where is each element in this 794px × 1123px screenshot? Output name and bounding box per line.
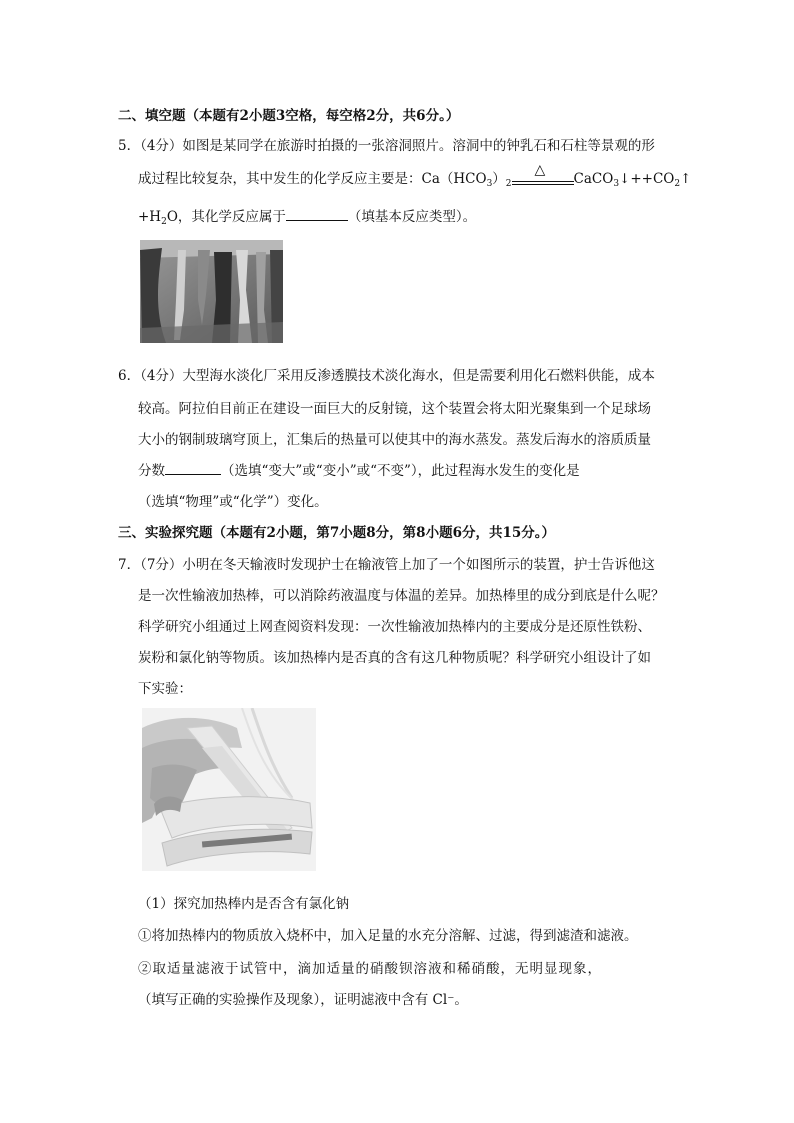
gas-arrow: ↑ (680, 171, 692, 187)
q6-line-4-suffix: （选填“变大”或“变小”或“不变”），此过程海水发生的变化是 (221, 463, 580, 479)
q5-sub: 3 (613, 179, 620, 189)
q7-step-2-continued: （填写正确的实验操作及现象），证明滤液中含有 Cl⁻。 (138, 992, 468, 1008)
q5-water-text: +H (138, 209, 162, 225)
q6-line-5: （选填“物理”或“化学”）变化。 (138, 494, 328, 510)
q6-line-1: 6．（4分）大型海水淡化厂采用反渗透膜技术淡化海水，但是需要利用化石燃料供能，成本 (118, 368, 655, 384)
q7-line-3: 科学研究小组通过上网查阅资料发现：一次性输液加热棒内的主要成分是还原性铁粉、 (138, 619, 651, 635)
q6-line-3: 大小的钢制玻璃穹顶上，汇集后的热量可以使其中的海水蒸发。蒸发后海水的溶质质量 (138, 432, 651, 448)
q7-line-2: 是一次性输液加热棒，可以消除药液温度与体温的差异。加热棒里的成分到底是什么呢？ (138, 588, 665, 604)
q6-line-4 (138, 459, 580, 479)
q7-line-4: 炭粉和氯化钠等物质。该加热棒内是否真的含有这几种物质呢？科学研究小组设计了如 (138, 650, 651, 666)
q6-line-4-prefix: 分数 (138, 463, 165, 479)
section-3-heading: 三、实验探究题（本题有2小题，第7小题8分，第8小题6分，共15分。） (118, 525, 556, 541)
heater-photo (142, 708, 316, 871)
q7-line-5: 下实验： (138, 681, 192, 697)
q7-subquestion-1: （1）探究加热棒内是否含有氯化钠 (138, 896, 350, 912)
answer-blank-q6-1[interactable] (165, 461, 221, 475)
q7-line-1: 7．（7分）小明在冬天输液时发现护士在输液管上加了一个如图所示的装置，护士告诉他这 (118, 557, 655, 573)
q5-sub: 2 (505, 179, 512, 189)
q5-paren: ） (492, 171, 506, 187)
q5-line-3 (138, 205, 476, 227)
reaction-arrow (512, 161, 574, 188)
q5-line-3-text: O，其化学反应属于 (166, 209, 286, 225)
q6-line-2: 较高。阿拉伯目前正在建设一面巨大的反射镜，这个装置会将太阳光聚集到一个足球场 (138, 401, 651, 417)
q5-line-1: 5．（4分）如图是某同学在旅游时拍摄的一张溶洞照片。溶洞中的钟乳石和石柱等景观的形 (118, 138, 655, 154)
heat-condition-icon: △ (534, 161, 546, 178)
q5-line-3-suffix: （填基本反应类型）。 (347, 209, 477, 225)
q5-product-rest: ↓++CO (619, 171, 675, 187)
q5-line-2 (138, 161, 692, 189)
section-2-heading: 二、填空题（本题有2小题3空格，每空格2分，共6分。） (118, 108, 460, 124)
q7-step-1: ①将加热棒内的物质放入烧杯中，加入足量的水充分溶解、过滤，得到滤渣和滤液。 (138, 928, 638, 944)
q5-sub: 3 (486, 179, 493, 189)
q5-sub: 2 (674, 179, 681, 189)
q5-reactant-text: 成过程比较复杂，其中发生的化学反应主要是：Ca（HCO (138, 171, 487, 187)
q5-product-text: CaCO (573, 171, 614, 187)
q7-step-2: ②取适量滤液于试管中，滴加适量的硝酸钡溶液和稀硝酸，无明显现象， (138, 961, 602, 977)
q5-sub: 2 (161, 217, 167, 227)
answer-blank-q5[interactable] (286, 207, 348, 221)
cave-photo (140, 240, 283, 343)
